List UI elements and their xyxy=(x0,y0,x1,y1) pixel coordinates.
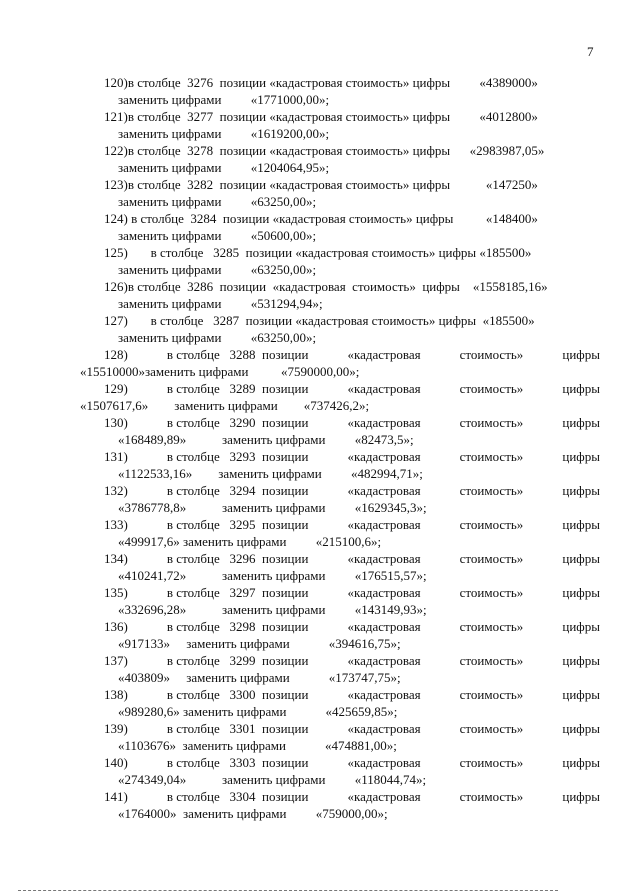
document-line xyxy=(80,618,600,635)
page-number: 7 xyxy=(587,44,594,59)
line-segment: стоимость» xyxy=(459,755,524,770)
document-line: «1103676» заменить цифрами «474881,00»; xyxy=(118,738,397,753)
line-segment: «кадастровая xyxy=(347,721,421,736)
document-line: 122)в столбце 3278 позиции «кадастровая стоимость» цифры «2983987,05» xyxy=(104,143,545,158)
document-line: 127) в столбце 3287 позиции «кадастровая стоимость» цифры «185500» xyxy=(104,313,535,328)
document-line: заменить цифрами «1771000,00»; xyxy=(118,92,330,107)
document-line: 126)в столбце 3286 позиции «кадастровая стоимость» цифры «1558185,16» xyxy=(104,279,548,294)
line-segment: в столбце 3293 позиции xyxy=(166,449,309,464)
document-line: «499917,6» заменить цифрами «215100,6»; xyxy=(118,534,382,549)
line-segment: стоимость» xyxy=(459,687,524,702)
line-segment: в столбце 3288 позиции xyxy=(166,347,309,362)
line-segment: в столбце 3299 позиции xyxy=(166,653,309,668)
line-segment: стоимость» xyxy=(459,619,524,634)
document-line xyxy=(80,788,600,805)
line-segment: в столбце 3296 позиции xyxy=(166,551,309,566)
line-segment: в столбце 3300 позиции xyxy=(166,687,309,702)
document-line: 124) в столбце 3284 позиции «кадастровая стоимость» цифры «148400» xyxy=(104,211,538,226)
line-segment: стоимость» xyxy=(459,653,524,668)
line-segment: «кадастровая xyxy=(347,483,421,498)
line-segment: «кадастровая xyxy=(347,381,421,396)
line-segment: 129) xyxy=(104,381,128,396)
line-segment: цифры xyxy=(562,619,600,634)
line-segment: в столбце 3301 позиции xyxy=(166,721,309,736)
line-segment: «кадастровая xyxy=(347,789,421,804)
line-segment: цифры xyxy=(562,585,600,600)
line-segment: стоимость» xyxy=(459,517,524,532)
line-segment: цифры xyxy=(562,687,600,702)
line-segment: цифры xyxy=(562,551,600,566)
line-segment: цифры xyxy=(562,415,600,430)
line-segment: «кадастровая xyxy=(347,517,421,532)
line-segment: цифры xyxy=(562,721,600,736)
line-segment: цифры xyxy=(562,347,600,362)
line-segment: 128) xyxy=(104,347,128,362)
document-line: «168489,89» заменить цифрами «82473,5»; xyxy=(118,432,414,447)
line-segment: в столбце 3289 позиции xyxy=(166,381,309,396)
line-segment: 132) xyxy=(104,483,128,498)
line-segment: 131) xyxy=(104,449,128,464)
line-segment: цифры xyxy=(562,653,600,668)
line-segment: в столбце 3290 позиции xyxy=(166,415,309,430)
document-line xyxy=(80,448,600,465)
line-segment: в столбце 3298 позиции xyxy=(166,619,309,634)
line-segment: цифры xyxy=(562,483,600,498)
line-segment: стоимость» xyxy=(459,585,524,600)
document-line xyxy=(80,754,600,771)
line-segment: цифры xyxy=(562,517,600,532)
document-line xyxy=(80,686,600,703)
document-line: заменить цифрами «1204064,95»; xyxy=(118,160,330,175)
document-line: «15510000»заменить цифрами «7590000,00»; xyxy=(80,364,360,379)
document-line: 120)в столбце 3276 позиции «кадастровая стоимость» цифры «4389000» xyxy=(104,75,538,90)
line-segment: стоимость» xyxy=(459,551,524,566)
document-line: «917133» заменить цифрами «394616,75»; xyxy=(118,636,401,651)
line-segment: 138) xyxy=(104,687,128,702)
document-line: «1122533,16» заменить цифрами «482994,71»; xyxy=(118,466,423,481)
line-segment: стоимость» xyxy=(459,415,524,430)
line-segment: «кадастровая xyxy=(347,653,421,668)
line-segment: 136) xyxy=(104,619,128,634)
line-segment: в столбце 3304 позиции xyxy=(166,789,309,804)
line-segment: стоимость» xyxy=(459,721,524,736)
line-segment: стоимость» xyxy=(459,483,524,498)
document-line: «274349,04» заменить цифрами «118044,74»; xyxy=(118,772,427,787)
document-line: «989280,6» заменить цифрами «425659,85»; xyxy=(118,704,398,719)
document-line xyxy=(80,550,600,567)
line-segment: 141) xyxy=(104,789,128,804)
document-line: «403809» заменить цифрами «173747,75»; xyxy=(118,670,401,685)
document-line xyxy=(80,346,600,363)
line-segment: стоимость» xyxy=(459,449,524,464)
document-line xyxy=(80,584,600,601)
line-segment: цифры xyxy=(562,755,600,770)
document-line: заменить цифрами «63250,00»; xyxy=(118,194,317,209)
line-segment: стоимость» xyxy=(459,789,524,804)
line-segment: «кадастровая xyxy=(347,585,421,600)
document-line xyxy=(80,516,600,533)
document-line: 123)в столбце 3282 позиции «кадастровая стоимость» цифры «147250» xyxy=(104,177,538,192)
document-line xyxy=(80,482,600,499)
line-segment: в столбце 3297 позиции xyxy=(166,585,309,600)
document-line: заменить цифрами «63250,00»; xyxy=(118,330,317,345)
document-line: заменить цифрами «63250,00»; xyxy=(118,262,317,277)
line-segment: в столбце 3303 позиции xyxy=(166,755,309,770)
line-segment: 133) xyxy=(104,517,128,532)
document-line xyxy=(80,720,600,737)
document-line xyxy=(80,380,600,397)
document-line: «410241,72» заменить цифрами «176515,57»; xyxy=(118,568,427,583)
document-line: «1507617,6» заменить цифрами «737426,2»; xyxy=(80,398,370,413)
line-segment: цифры xyxy=(562,449,600,464)
document-line: заменить цифрами «531294,94»; xyxy=(118,296,323,311)
line-segment: 135) xyxy=(104,585,128,600)
line-segment: «кадастровая xyxy=(347,551,421,566)
line-segment: 139) xyxy=(104,721,128,736)
document-line: заменить цифрами «1619200,00»; xyxy=(118,126,330,141)
document-line: заменить цифрами «50600,00»; xyxy=(118,228,317,243)
line-segment: цифры xyxy=(562,381,600,396)
document-line xyxy=(80,414,600,431)
line-segment: 134) xyxy=(104,551,128,566)
line-segment: «кадастровая xyxy=(347,687,421,702)
document-body xyxy=(80,74,600,822)
line-segment: «кадастровая xyxy=(347,347,421,362)
line-segment: в столбце 3295 позиции xyxy=(166,517,309,532)
line-segment: стоимость» xyxy=(459,381,524,396)
document-line: 125) в столбце 3285 позиции «кадастровая стоимость» цифры «185500» xyxy=(104,245,532,260)
line-segment: в столбце 3294 позиции xyxy=(166,483,309,498)
line-segment: стоимость» xyxy=(459,347,524,362)
document-line: «3786778,8» заменить цифрами «1629345,3»; xyxy=(118,500,427,515)
line-segment: «кадастровая xyxy=(347,415,421,430)
line-segment: «кадастровая xyxy=(347,449,421,464)
line-segment: 137) xyxy=(104,653,128,668)
line-segment: «кадастровая xyxy=(347,755,421,770)
document-line xyxy=(80,652,600,669)
line-segment: 130) xyxy=(104,415,128,430)
document-line: «332696,28» заменить цифрами «143149,93»; xyxy=(118,602,427,617)
footer-divider xyxy=(18,890,558,891)
line-segment: 140) xyxy=(104,755,128,770)
line-segment: «кадастровая xyxy=(347,619,421,634)
document-line: 121)в столбце 3277 позиции «кадастровая стоимость» цифры «4012800» xyxy=(104,109,538,124)
document-line: «1764000» заменить цифрами «759000,00»; xyxy=(118,806,388,821)
line-segment: цифры xyxy=(562,789,600,804)
